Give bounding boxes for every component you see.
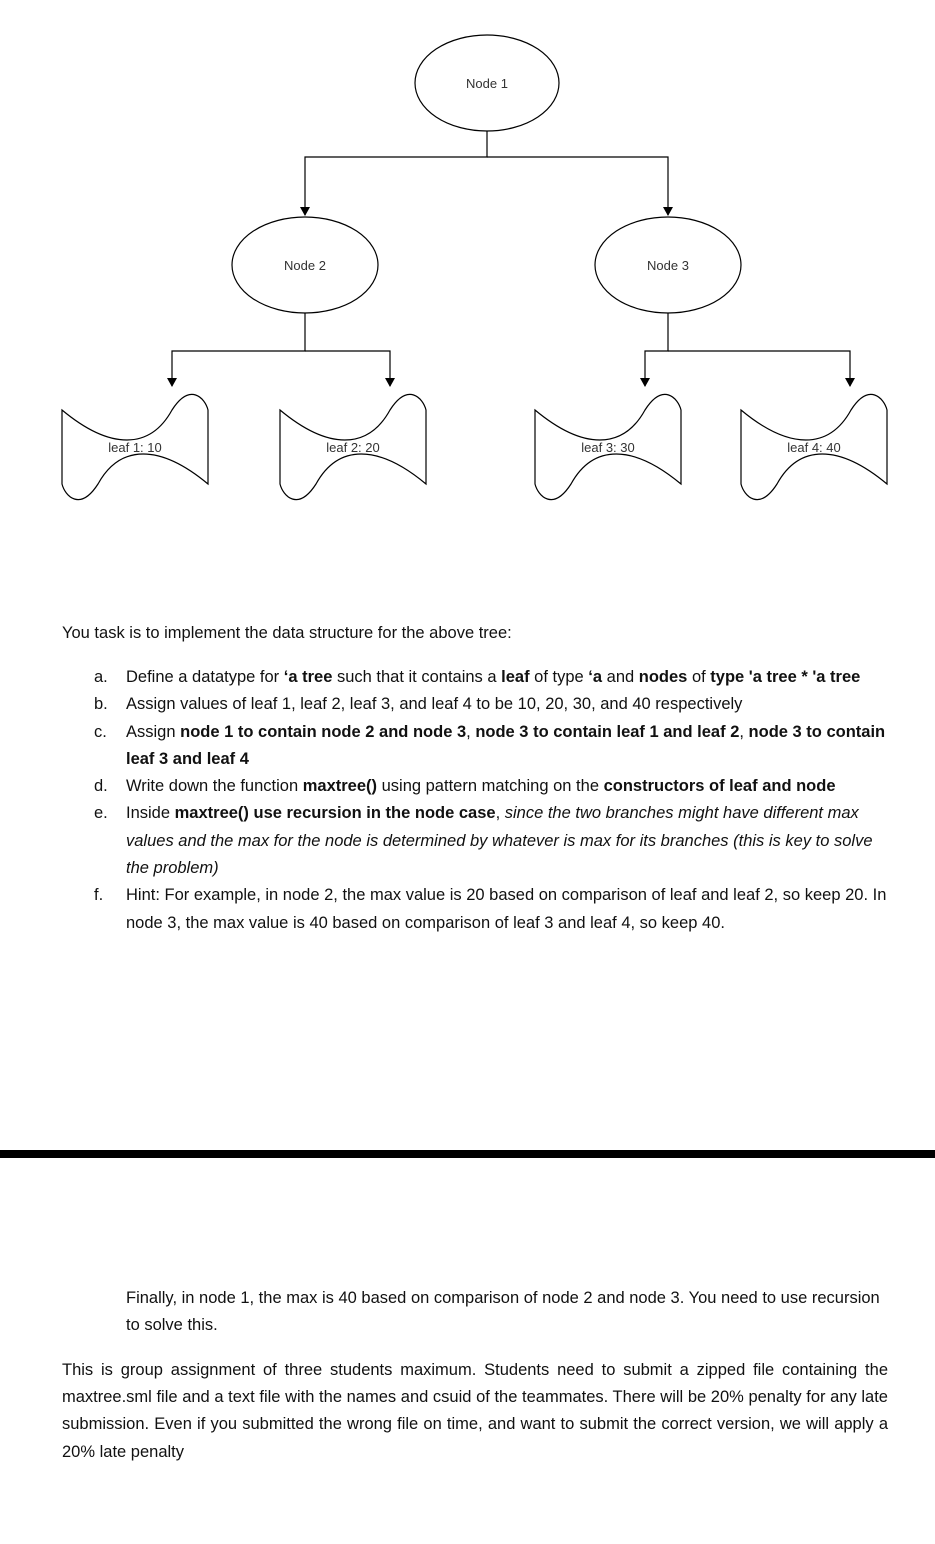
task-item-f: [62, 882, 892, 937]
task-item-text: since the two branches might have different max values and the max for the node is determined by whatever is max for its branches (this is key to solve the problem): [126, 804, 873, 878]
node-1-label: Node 1: [466, 76, 508, 91]
task-item-text: ,: [739, 722, 749, 741]
edge-node2-leaf2: [305, 351, 390, 386]
edge-node2-leaf1: [172, 313, 305, 386]
task-item-a: [62, 664, 892, 691]
final-hint-paragraph: Finally, in node 1, the max is 40 based on comparison of node 2 and node 3. You need to use recursion to solve this.: [126, 1289, 880, 1334]
task-item-marker: c.: [94, 722, 107, 741]
task-list: [62, 664, 892, 937]
task-item-text: nodes: [638, 668, 688, 686]
task-item-marker: d.: [94, 777, 108, 796]
edge-node3-leaf4: [668, 351, 850, 386]
task-item-marker: f.: [94, 886, 104, 905]
leaf-3: [535, 394, 681, 499]
task-item-text: Define a datatype for: [126, 668, 284, 686]
task-item-text: maxtree() use recursion in the node case: [174, 804, 496, 823]
edge-node3-leaf3: [645, 313, 668, 386]
task-item-marker: b.: [94, 695, 108, 714]
edge-node1-node2: [305, 131, 487, 215]
task-item-c: [62, 719, 892, 774]
task-item-text: and: [602, 668, 639, 686]
leaf-4-label: leaf 4: 40: [787, 440, 841, 455]
task-item-text: leaf: [501, 668, 530, 686]
task-item-text: Assign: [126, 722, 181, 741]
leaf-1-label: leaf 1: 10: [108, 440, 162, 455]
task-item-text: ,: [495, 804, 505, 823]
task-item-d: [62, 773, 892, 800]
node-2-label: Node 2: [284, 258, 326, 273]
leaf-3-label: leaf 3: 30: [581, 440, 635, 455]
task-item-text: node 3 to contain leaf 1 and leaf 2: [475, 722, 740, 741]
task-item-text: Hint: For example, in node 2, the max value is 20 based on comparison of leaf and leaf 2, so keep 20. In node 3, the max value is 40 based on comparison of leaf 3 and leaf 4, so keep 40.: [126, 886, 887, 932]
task-item-text: node 1 to contain node 2 and node 3: [180, 722, 467, 741]
task-item-marker: a.: [94, 668, 108, 686]
task-item-text: ‘a tree: [283, 668, 333, 686]
node-3-label: Node 3: [647, 258, 689, 273]
task-intro: You task is to implement the data structure for the above tree:: [62, 624, 512, 642]
task-item-text: Write down the function: [126, 777, 303, 796]
task-item-text: constructors of leaf and node: [603, 777, 836, 796]
leaf-2-label: leaf 2: 20: [326, 440, 380, 455]
task-item-text: of: [687, 668, 711, 686]
task-item-text: type 'a tree * 'a tree: [710, 668, 861, 686]
leaf-2: [280, 394, 426, 499]
task-item-e: [62, 800, 892, 882]
task-item-b: [62, 691, 892, 718]
node-2: [232, 217, 378, 313]
task-item-text: maxtree(): [302, 777, 378, 796]
node-1: [415, 35, 559, 131]
edge-node1-node3: [487, 157, 668, 215]
task-item-text: of type: [529, 668, 589, 686]
task-item-text: node 3 to contain leaf 3 and leaf 4: [126, 722, 886, 768]
leaf-1: [62, 394, 208, 499]
leaf-4: [741, 394, 887, 499]
task-item-text: such that it contains a: [332, 668, 502, 686]
task-item-text: using pattern matching on the: [377, 777, 604, 796]
submission-instructions: This is group assignment of three students maximum. Students need to submit a zipped file containing the maxtree.sml file and a text file with the names and csuid of the teammates. There will be 20% penalty for any late submission. Even if you submitted the wrong file on time, and want to submit the correct version, we will apply a 20% late penalty: [62, 1361, 888, 1461]
task-item-text: ,: [466, 722, 476, 741]
task-item-text: ‘a: [588, 668, 603, 686]
tree-diagram: [0, 0, 935, 560]
node-3: [595, 217, 741, 313]
task-item-marker: e.: [94, 804, 108, 823]
page-divider: [0, 1150, 935, 1158]
task-item-text: Inside: [126, 804, 175, 823]
task-item-text: Assign values of leaf 1, leaf 2, leaf 3, and leaf 4 to be 10, 20, 30, and 40 respectively: [126, 695, 743, 714]
